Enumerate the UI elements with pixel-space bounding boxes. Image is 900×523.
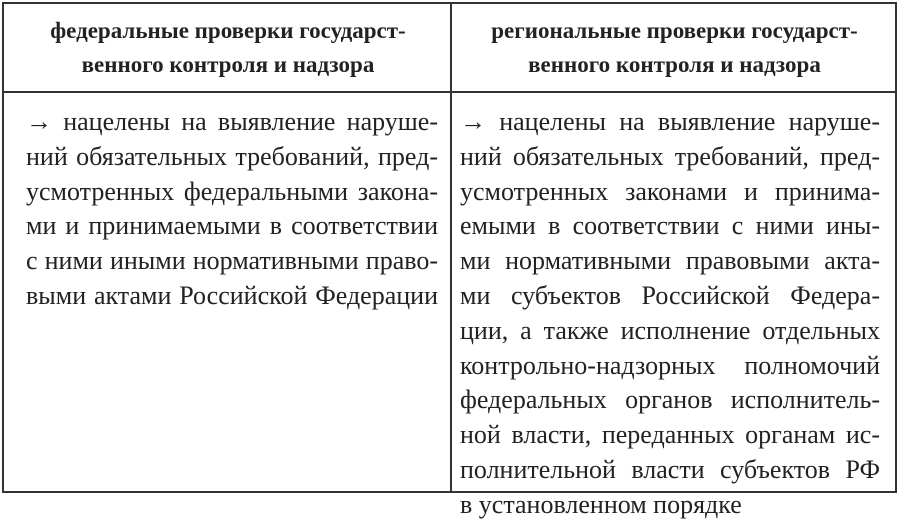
text-line: усмотренных федеральными закона- — [26, 176, 438, 206]
header-line: региональные проверки государст- — [491, 18, 858, 43]
header-line: венного контроля и надзора — [528, 52, 821, 77]
header-line: федеральные проверки государст- — [50, 18, 406, 43]
text-line: с ними иными нормативными право- — [26, 246, 438, 276]
text-line: ний обязательных требований, пред- — [460, 141, 880, 171]
header-line: венного контроля и надзора — [81, 52, 375, 77]
text-line: ной власти, переданных органам ис- — [460, 420, 880, 450]
text-line: в установленном порядке — [460, 489, 742, 519]
text-line: → нацелены на выявление наруше- — [460, 107, 880, 136]
text-line: ми нормативными правовыми акта- — [460, 246, 880, 276]
text-line: ми субъектов Российской Федера- — [460, 280, 880, 310]
column-divider — [450, 4, 452, 491]
text-line: выми актами Российской Федерации — [26, 280, 438, 310]
header-federal — [14, 14, 442, 82]
comparison-table — [2, 2, 897, 519]
cell-federal — [26, 105, 438, 314]
header-divider — [4, 91, 895, 93]
text-line: контрольно-надзорных полномочий — [460, 350, 880, 380]
text-line: ний обязательных требований, пред- — [26, 141, 438, 171]
text-line: полнительной власти субъектов РФ — [460, 454, 880, 484]
cell-regional — [460, 105, 880, 523]
text-line: ми и принимаемыми в соответствии — [26, 211, 438, 241]
text-line: ции, а также исполнение отдельных — [460, 315, 880, 345]
text-line: федеральных органов исполнитель- — [460, 385, 880, 415]
text-line: емыми в соответствии с ними ины- — [460, 211, 880, 241]
text-line: → нацелены на выявление наруше- — [26, 107, 438, 136]
header-regional — [462, 14, 887, 82]
text-line: усмотренных законами и принима- — [460, 176, 880, 206]
